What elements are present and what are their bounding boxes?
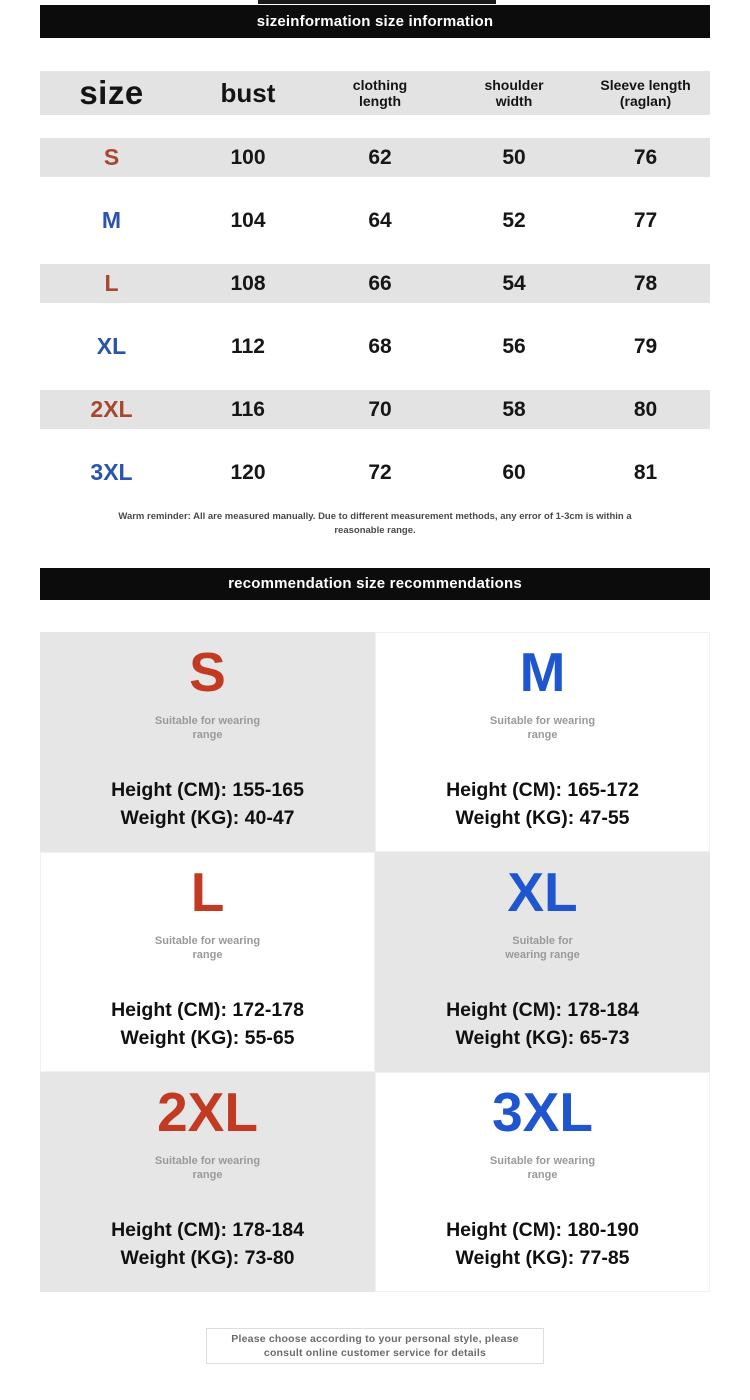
recommendation-banner-title: recommendation size recommendations (228, 575, 522, 593)
height-range: Height (CM): 178-184 (446, 999, 639, 1022)
clothing-length-cell: 70 (368, 397, 392, 421)
size-label: L (190, 860, 225, 923)
shoulder-width-cell: 50 (502, 145, 526, 169)
sleeve-length-cell: 76 (633, 145, 658, 169)
suitable-range-label: Suitable for wearing range (154, 714, 261, 742)
height-weight-range (111, 997, 304, 1052)
size-table-body (0, 138, 750, 492)
height-range: Height (CM): 172-178 (111, 999, 304, 1022)
recommendation-cell-m (375, 632, 710, 852)
size-label: XL (507, 860, 578, 923)
size-cell: L (104, 270, 119, 296)
size-cell: S (103, 144, 120, 170)
suitable-range-label: Suitable for wearing range (489, 714, 596, 742)
bust-cell: 116 (231, 397, 265, 421)
size-table-row-s (40, 138, 710, 177)
top-crop-artifact (258, 0, 496, 4)
shoulder-width-cell: 56 (502, 334, 526, 358)
clothing-length-cell: 62 (368, 145, 392, 169)
bust-cell: 104 (230, 208, 266, 232)
height-weight-range (111, 777, 304, 832)
col-header-bust: bust (220, 77, 276, 108)
size-info-banner (40, 5, 710, 38)
shoulder-width-cell: 60 (502, 460, 526, 484)
shoulder-width-cell: 58 (502, 397, 526, 421)
size-table-row-2xl (40, 390, 710, 429)
height-range: Height (CM): 178-184 (111, 1219, 304, 1242)
height-range: Height (CM): 180-190 (446, 1219, 639, 1242)
size-cell: 2XL (90, 396, 133, 422)
col-header-sleeve-length: Sleeve length (raglan) (600, 76, 691, 109)
shoulder-width-cell: 52 (502, 208, 526, 232)
weight-range: Weight (KG): 77-85 (455, 1246, 630, 1269)
size-label: S (189, 640, 226, 703)
recommendation-cell-xl (375, 852, 710, 1072)
weight-range: Weight (KG): 65-73 (455, 1026, 630, 1049)
sleeve-length-cell: 80 (633, 397, 658, 421)
recommendation-cell-l (40, 852, 375, 1072)
size-cell: M (101, 207, 122, 233)
suitable-range-label: Suitable for wearing range (505, 934, 580, 962)
size-label: M (519, 640, 566, 703)
sleeve-length-cell: 78 (633, 271, 658, 295)
height-weight-range (446, 777, 639, 832)
weight-range: Weight (KG): 40-47 (120, 806, 295, 829)
col-header-size: size (79, 74, 144, 111)
height-range: Height (CM): 155-165 (111, 779, 304, 802)
recommendation-cell-3xl (375, 1072, 710, 1292)
recommendation-banner (40, 568, 710, 600)
col-header-shoulder-width: shoulder width (484, 76, 544, 109)
weight-range: Weight (KG): 47-55 (455, 806, 630, 829)
clothing-length-cell: 66 (368, 271, 392, 295)
bust-cell: 120 (230, 460, 266, 484)
sleeve-length-cell: 81 (633, 460, 658, 484)
consult-service-note: Please choose according to your personal style, please consult online customer service for details (206, 1328, 544, 1364)
clothing-length-cell: 72 (368, 460, 392, 484)
recommendation-cell-2xl (40, 1072, 375, 1292)
size-cell: XL (96, 333, 127, 359)
suitable-range-label: Suitable for wearing range (154, 934, 261, 962)
size-cell: 3XL (90, 459, 133, 485)
recommendation-cell-s (40, 632, 375, 852)
clothing-length-cell: 64 (368, 208, 392, 232)
sleeve-length-cell: 77 (633, 208, 658, 232)
size-table-row-3xl (40, 453, 710, 492)
bust-cell: 108 (230, 271, 266, 295)
size-table-row-xl (40, 327, 710, 366)
sleeve-length-cell: 79 (633, 334, 658, 358)
size-info-banner-title: sizeinformation size information (256, 13, 494, 30)
recommendation-grid (40, 632, 710, 1292)
bust-cell: 112 (231, 334, 265, 358)
clothing-length-cell: 68 (368, 334, 392, 358)
bust-cell: 100 (230, 145, 266, 169)
weight-range: Weight (KG): 55-65 (120, 1026, 295, 1049)
weight-range: Weight (KG): 73-80 (120, 1246, 295, 1269)
suitable-range-label: Suitable for wearing range (489, 1154, 596, 1182)
size-label: 3XL (492, 1080, 593, 1143)
height-range: Height (CM): 165-172 (446, 779, 639, 802)
shoulder-width-cell: 54 (502, 271, 526, 295)
size-table-row-l (40, 264, 710, 303)
size-label: 2XL (157, 1080, 258, 1143)
height-weight-range (111, 1217, 304, 1272)
suitable-range-label: Suitable for wearing range (154, 1154, 261, 1182)
size-table-header (40, 71, 710, 115)
col-header-clothing-length: clothing length (352, 76, 408, 109)
measurement-disclaimer: Warm reminder: All are measured manually. Due to different measurement methods, any error of 1-3cm is within a reasonable range. (118, 511, 632, 536)
size-table-row-m (40, 201, 710, 240)
height-weight-range (446, 997, 639, 1052)
height-weight-range (446, 1217, 639, 1272)
